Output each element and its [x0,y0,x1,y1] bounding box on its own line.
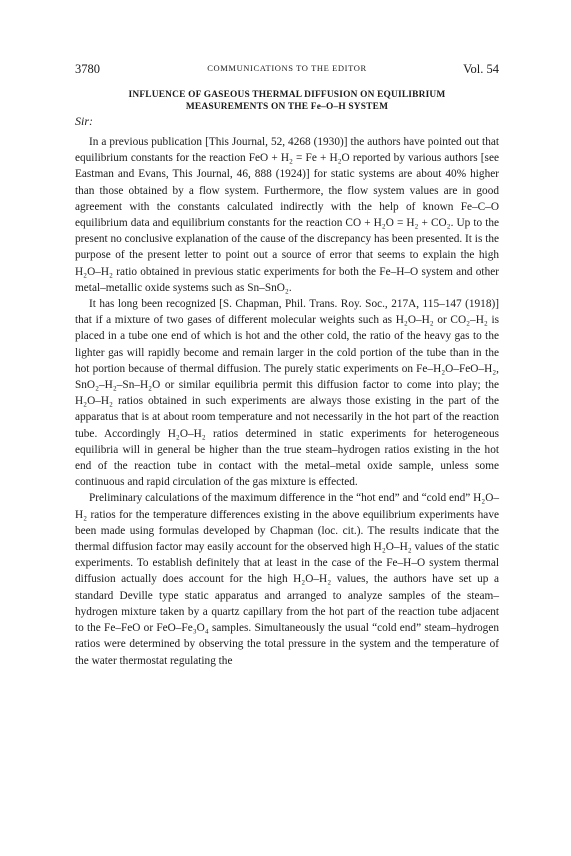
running-title: COMMUNICATIONS TO THE EDITOR [207,63,367,73]
article-title [75,89,499,113]
paragraph-2: It has long been recognized [S. Chapman, Phil. Trans. Roy. Soc., 217A, 115–147 (1918)] that if a mixture of two gases of different molecular weights such as H₂O–H₂ or CO₂–H₂ is placed in a tube one end of which is hot and the other cold, the ratio of the heavy gas to the lighter gas will rapidly become and remain larger in the cold portion of the tube than in the hot portion because of thermal diffusion. The purely static experiments on Fe–H₂O–FeO–H₂, SnO₂–H₂–Sn–H₂O or similar equilibria permit this diffusion factor to come into play; the H₂O–H₂ ratios obtained in such experiments are always those existing in the part of the apparatus that is at about room temperature and not necessarily in the hot part of the reaction tube. Accordingly H₂O–H₂ ratios determined in static experiments for heterogeneous equilibria will in general be higher than the true steam–hydrogen ratios existing in the hot end of the reaction tube in contact with the metal–metal oxide sample, unless some continuous and rapid circulation of the gas mixture is effected. [75,298,499,489]
paragraph-3: Preliminary calculations of the maximum difference in the “hot end” and “cold end” H₂O–H₂ ratios for the temperature differences existing in the above equilibrium experiments have been made using formulas developed by Chapman (loc. cit.). The results indicate that the thermal diffusion factor may easily account for the observed high H₂O–H₂ values of the static experiments. To establish definitely that at least in the case of the Fe–H–O system thermal diffusion actually does account for the high H₂O–H₂ values, the authors have set up a standard Deville type static apparatus and arranged to analyze samples of the steam–hydrogen mixture taken by a quartz capillary from the hot part of the reaction tube adjacent to the Fe–FeO or FeO–Fe₃O₄ samples. Simultaneously the usual “cold end” steam–hydrogen ratios were determined by observing the total pressure in the system and the temperature of the water thermostat regulating the [75,492,499,667]
article-title-line-1: INFLUENCE OF GASEOUS THERMAL DIFFUSION ON EQUILIBRIUM [128,90,446,100]
article-title-line-2: MEASUREMENTS ON THE Fe–O–H SYSTEM [185,102,389,112]
article-body [75,134,499,669]
salutation: Sir: [75,114,93,128]
paragraph-1: In a previous publication [This Journal, 52, 4268 (1930)] the authors have pointed out that equilibrium constants for the reaction FeO + H₂ = Fe + H₂O reported by various authors [see Eastman and Evans, This Journal, 46, 888 (1924)] for static systems are about 40% higher than those obtained by a flow system. Furthermore, the flow system values are in good agreement with the constants calculated indirectly with the help of known Fe–C–O equilibrium data and equilibrium constants for the reaction CO + H₂O = H₂ + CO₂. Up to the present no conclusive explanation of the cause of the discrepancy has been presented. It is the purpose of the present letter to point out a source of error that seems to explain the high H₂O–H₂ ratio obtained in previous static experiments for both the Fe–H–O system and other metal–metallic oxide systems such as Sn–SnO₂. [75,136,499,294]
page-header [75,62,499,80]
page-number: 3780 [75,62,100,76]
volume-label: Vol. 54 [463,62,499,76]
